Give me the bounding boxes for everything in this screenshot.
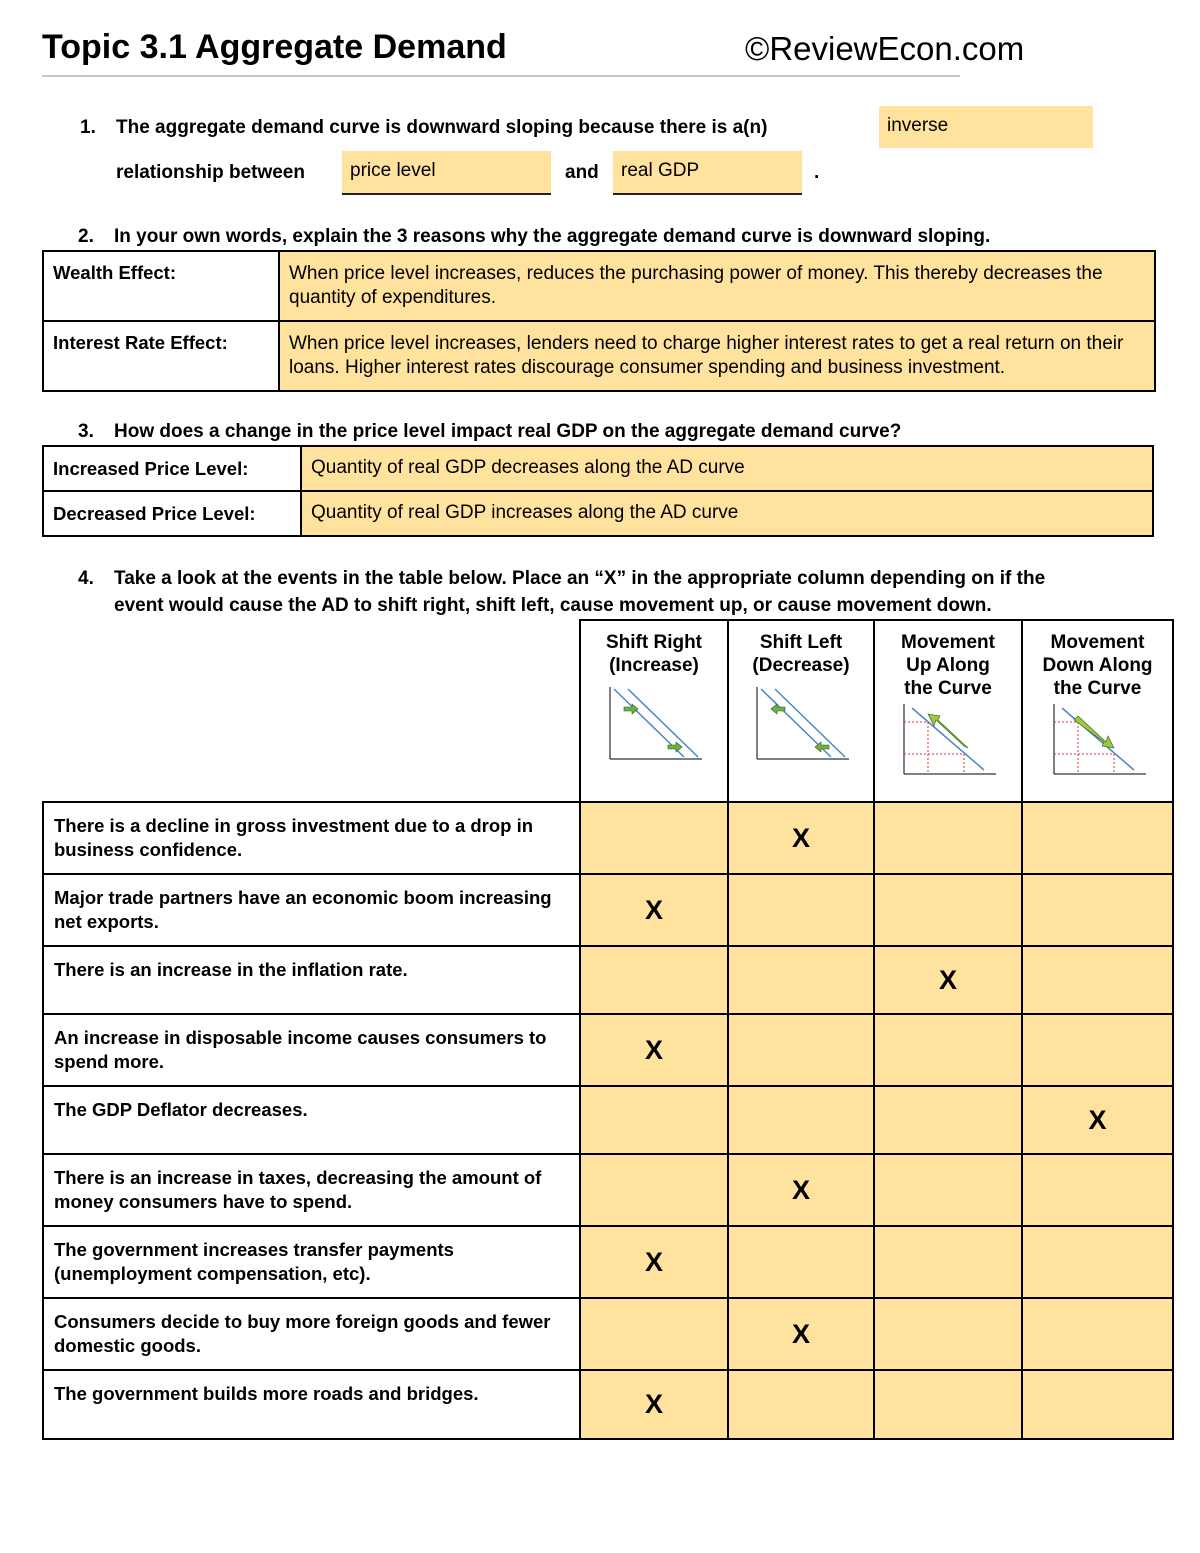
shift-left-cell[interactable] bbox=[728, 1226, 874, 1298]
movement-up-cell[interactable] bbox=[874, 1154, 1022, 1226]
movement-down-cell[interactable] bbox=[1022, 1370, 1173, 1439]
interest-rate-effect-label: Interest Rate Effect: bbox=[43, 321, 279, 391]
movement-down-cell[interactable] bbox=[1022, 946, 1173, 1014]
event-description: The government builds more roads and bridges. bbox=[43, 1370, 580, 1439]
movement-up-cell[interactable] bbox=[874, 1226, 1022, 1298]
x-mark: X bbox=[644, 1246, 663, 1277]
col-shift-right-l2: (Increase) bbox=[609, 655, 699, 676]
ad-movement-up-graph-icon bbox=[898, 702, 998, 778]
q1-answer-real-gdp[interactable]: real GDP bbox=[613, 151, 802, 195]
movement-down-cell[interactable] bbox=[1022, 1226, 1173, 1298]
movement-up-cell[interactable] bbox=[874, 1014, 1022, 1086]
q4-header-row bbox=[43, 620, 1173, 802]
site-credit: ©ReviewEcon.com bbox=[745, 30, 1025, 67]
event-description: There is an increase in taxes, decreasing the amount of money consumers have to spend. bbox=[43, 1154, 580, 1226]
shift-left-cell[interactable] bbox=[728, 1370, 874, 1439]
col-movement-down-l3: the Curve bbox=[1053, 678, 1142, 699]
shift-right-cell[interactable] bbox=[580, 1014, 728, 1086]
col-movement-up-l1: Movement bbox=[901, 632, 995, 653]
col-movement-down-l1: Movement bbox=[1050, 632, 1145, 653]
q2-number: 2. bbox=[78, 226, 94, 247]
event-row bbox=[43, 1370, 1173, 1439]
movement-up-cell[interactable] bbox=[874, 1370, 1022, 1439]
movement-up-cell[interactable] bbox=[874, 874, 1022, 946]
col-shift-left bbox=[728, 620, 874, 802]
x-mark: X bbox=[791, 1318, 810, 1349]
interest-rate-effect-answer[interactable]: When price level increases, lenders need to charge higher interest rates to get a real return on their loans. Higher interest rates discourage consumer spending and business investment. bbox=[279, 321, 1155, 391]
q1-number: 1. bbox=[80, 117, 96, 138]
col-movement-down-l2: Down Along bbox=[1042, 655, 1153, 676]
increased-price-level-answer[interactable]: Quantity of real GDP decreases along the AD curve bbox=[301, 446, 1153, 491]
event-description: There is a decline in gross investment due to a drop in business confidence. bbox=[43, 802, 580, 874]
wealth-effect-label: Wealth Effect: bbox=[43, 251, 279, 321]
col-movement-down bbox=[1022, 620, 1173, 802]
event-description: An increase in disposable income causes consumers to spend more. bbox=[43, 1014, 580, 1086]
event-description: The GDP Deflator decreases. bbox=[43, 1086, 580, 1154]
movement-up-cell[interactable] bbox=[874, 946, 1022, 1014]
shift-left-cell[interactable] bbox=[728, 1154, 874, 1226]
shift-right-cell[interactable] bbox=[580, 1154, 728, 1226]
q1-connector: and bbox=[565, 162, 599, 183]
event-row bbox=[43, 1154, 1173, 1226]
q4-table bbox=[42, 619, 1174, 1440]
event-row bbox=[43, 1226, 1173, 1298]
event-row bbox=[43, 874, 1173, 946]
q3-prompt: How does a change in the price level impact real GDP on the aggregate demand curve? bbox=[114, 421, 902, 442]
shift-right-cell[interactable] bbox=[580, 802, 728, 874]
q4-heading bbox=[78, 568, 1045, 590]
decreased-price-level-label: Decreased Price Level: bbox=[43, 491, 301, 536]
q1-answer-price-level[interactable]: price level bbox=[342, 151, 551, 195]
movement-up-cell[interactable] bbox=[874, 802, 1022, 874]
q4-header-blank bbox=[43, 620, 580, 802]
shift-right-cell[interactable] bbox=[580, 874, 728, 946]
col-movement-up-l3: the Curve bbox=[904, 678, 992, 699]
event-row bbox=[43, 946, 1173, 1014]
q1-end: . bbox=[814, 162, 820, 183]
q3-row bbox=[43, 491, 1153, 536]
shift-right-cell[interactable] bbox=[580, 1298, 728, 1370]
shift-left-cell[interactable] bbox=[728, 1086, 874, 1154]
shift-left-cell[interactable] bbox=[728, 802, 874, 874]
col-movement-up bbox=[874, 620, 1022, 802]
q3-number: 3. bbox=[78, 421, 94, 442]
shift-left-cell[interactable] bbox=[728, 874, 874, 946]
movement-down-cell[interactable] bbox=[1022, 1154, 1173, 1226]
q3-row bbox=[43, 446, 1153, 491]
col-shift-right bbox=[580, 620, 728, 802]
q1-line1 bbox=[80, 117, 767, 139]
q2-heading bbox=[78, 226, 990, 248]
x-mark: X bbox=[644, 1034, 663, 1065]
event-row bbox=[43, 1014, 1173, 1086]
q1-line2-prefix: relationship between bbox=[116, 162, 305, 183]
x-mark: X bbox=[644, 1389, 663, 1419]
x-mark: X bbox=[644, 894, 663, 925]
x-mark: X bbox=[1088, 1104, 1107, 1135]
q4-prompt-line1: Take a look at the events in the table below. Place an “X” in the appropriate column depending on if the bbox=[114, 568, 1046, 589]
event-row bbox=[43, 802, 1173, 874]
wealth-effect-answer[interactable]: When price level increases, reduces the purchasing power of money. This thereby decreases the quantity of expenditures. bbox=[279, 251, 1155, 321]
event-description: Major trade partners have an economic boom increasing net exports. bbox=[43, 874, 580, 946]
event-row bbox=[43, 1086, 1173, 1154]
col-shift-left-l1: Shift Left bbox=[759, 632, 843, 653]
ad-movement-down-graph-icon bbox=[1048, 702, 1148, 778]
shift-right-cell[interactable] bbox=[580, 1086, 728, 1154]
q1-prompt: The aggregate demand curve is downward sloping because there is a(n) bbox=[116, 117, 768, 138]
q4-prompt-line2: event would cause the AD to shift right, shift left, cause movement up, or cause movement down. bbox=[114, 595, 992, 616]
q2-row bbox=[43, 321, 1155, 391]
ad-shift-left-graph-icon bbox=[751, 683, 851, 763]
movement-down-cell[interactable] bbox=[1022, 874, 1173, 946]
x-mark: X bbox=[791, 822, 810, 853]
q2-row bbox=[43, 251, 1155, 321]
shift-left-cell[interactable] bbox=[728, 946, 874, 1014]
event-description: There is an increase in the inflation rate. bbox=[43, 946, 580, 1014]
decreased-price-level-answer[interactable]: Quantity of real GDP increases along the AD curve bbox=[301, 491, 1153, 536]
q2-prompt: In your own words, explain the 3 reasons why the aggregate demand curve is downward sloping. bbox=[114, 226, 991, 247]
q2-table bbox=[42, 250, 1156, 392]
shift-right-cell[interactable] bbox=[580, 1226, 728, 1298]
movement-up-cell[interactable] bbox=[874, 1086, 1022, 1154]
q3-table bbox=[42, 445, 1154, 537]
shift-right-cell[interactable] bbox=[580, 1370, 728, 1439]
ad-shift-right-graph-icon bbox=[604, 683, 704, 763]
x-mark: X bbox=[791, 1174, 810, 1205]
shift-right-cell[interactable] bbox=[580, 946, 728, 1014]
col-movement-up-l2: Up Along bbox=[906, 655, 990, 676]
col-shift-right-l1: Shift Right bbox=[605, 632, 703, 653]
event-description: Consumers decide to buy more foreign goods and fewer domestic goods. bbox=[43, 1298, 580, 1370]
q3-heading bbox=[78, 421, 901, 443]
event-description: The government increases transfer payments (unemployment compensation, etc). bbox=[43, 1226, 580, 1298]
shift-left-cell[interactable] bbox=[728, 1014, 874, 1086]
movement-down-cell[interactable] bbox=[1022, 1298, 1173, 1370]
movement-down-cell[interactable] bbox=[1022, 1086, 1173, 1154]
q4-number: 4. bbox=[78, 568, 94, 589]
shift-left-cell[interactable] bbox=[728, 1298, 874, 1370]
col-shift-left-l2: (Decrease) bbox=[752, 655, 850, 676]
movement-up-cell[interactable] bbox=[874, 1298, 1022, 1370]
event-row bbox=[43, 1298, 1173, 1370]
increased-price-level-label: Increased Price Level: bbox=[43, 446, 301, 491]
page-title: Topic 3.1 Aggregate Demand bbox=[42, 28, 507, 66]
x-mark: X bbox=[938, 964, 957, 995]
header-divider bbox=[42, 75, 960, 77]
movement-down-cell[interactable] bbox=[1022, 802, 1173, 874]
movement-down-cell[interactable] bbox=[1022, 1014, 1173, 1086]
q1-answer-inverse[interactable]: inverse bbox=[879, 106, 1093, 148]
